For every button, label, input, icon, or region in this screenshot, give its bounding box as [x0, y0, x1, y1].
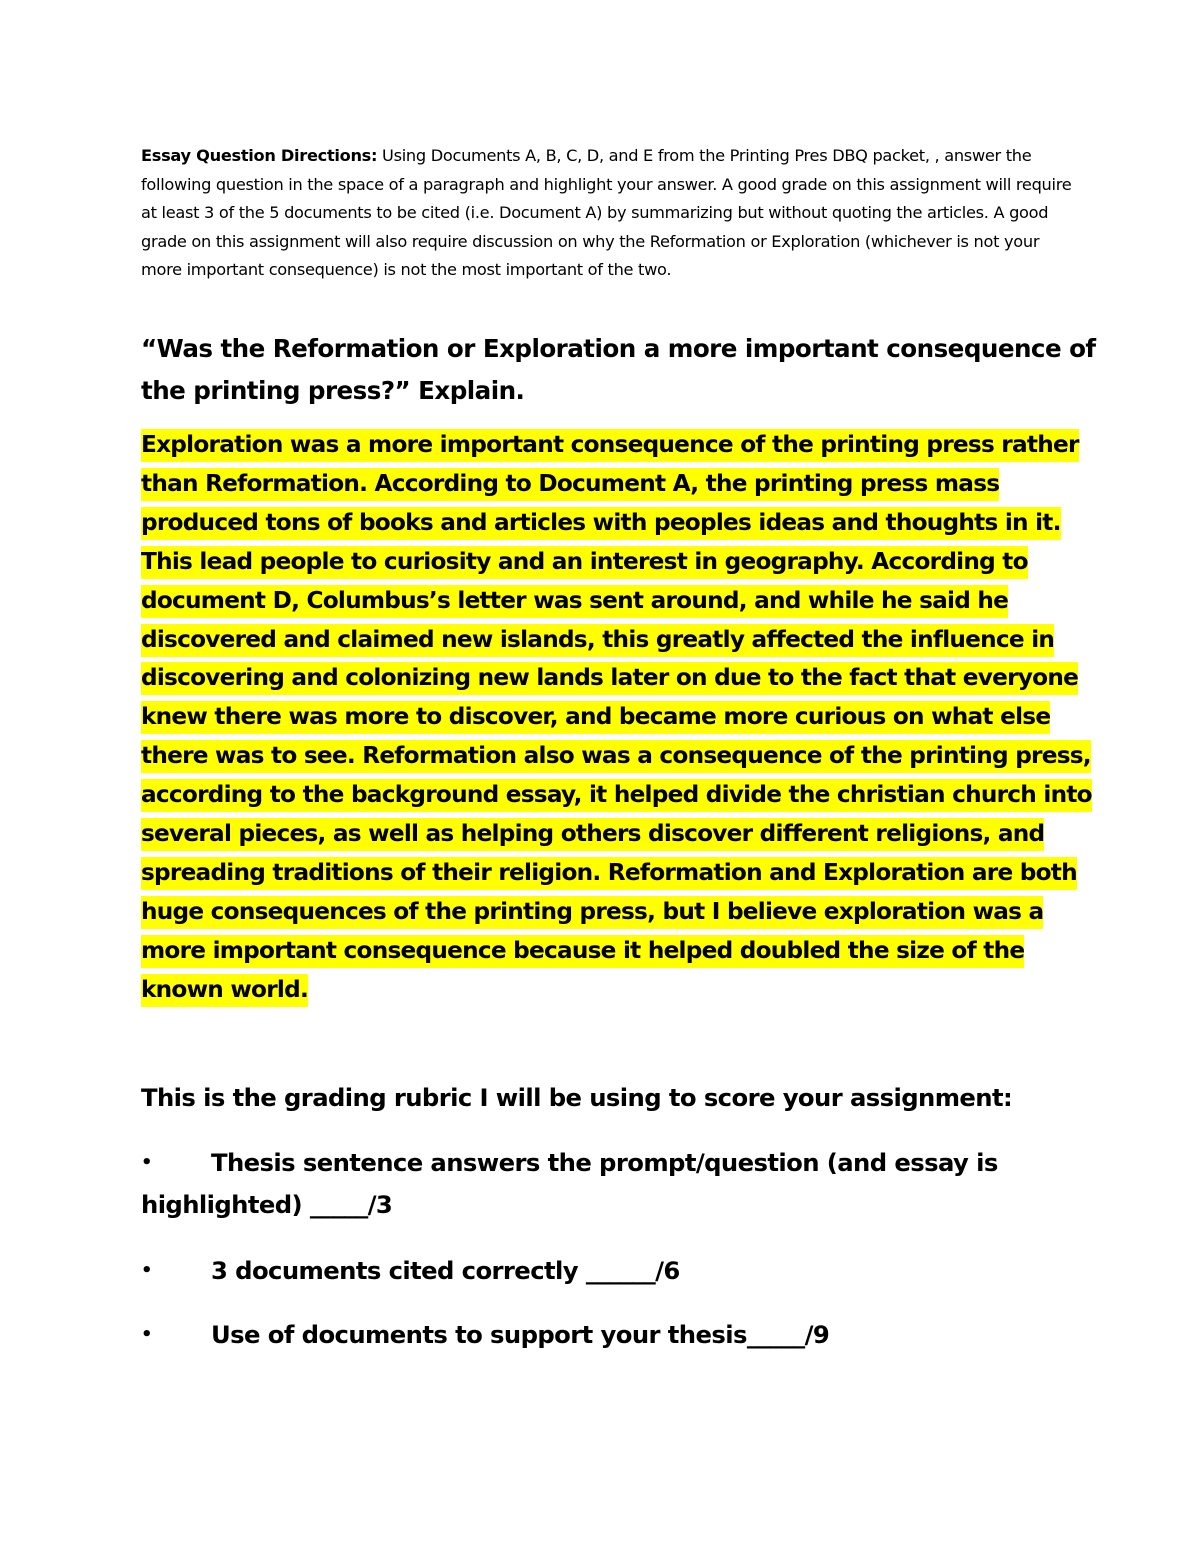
- rubric-item-documents-cited: [141, 1250, 1101, 1292]
- rubric-item-thesis: [141, 1142, 1101, 1226]
- rubric-item-text: 3 documents cited correctly ______/6: [211, 1256, 680, 1285]
- rubric-item-use-of-documents: [141, 1314, 1101, 1356]
- rubric-item-text: Use of documents to support your thesis_____/9: [211, 1320, 830, 1349]
- bullet-icon: •: [141, 1324, 152, 1345]
- rubric-item-text: Thesis sentence answers the prompt/question (and essay is highlighted) _____/3: [141, 1148, 998, 1219]
- rubric-title: This is the grading rubric I will be using to score your assignment:: [141, 1083, 1013, 1112]
- essay-question: “Was the Reformation or Exploration a more important consequence of the printing press?” Explain.: [141, 334, 1096, 405]
- bullet-icon: •: [141, 1152, 152, 1173]
- bullet-icon: •: [141, 1260, 152, 1281]
- directions-label: Essay Question Directions:: [141, 146, 378, 165]
- essay-directions: [141, 142, 1076, 285]
- essay-answer: [141, 426, 1101, 1010]
- highlighted-answer-text: Exploration was a more important consequence of the printing press rather than Reformation. According to Document A, the printing press mass produced tons of books and articles with peoples ideas and thoughts in it. This lead people to curiosity and an interest in geography. According to document D, Columbus’s letter was sent around, and while he said he discovered and claimed new islands, this greatly affected the influence in discovering and colonizing new lands later on due to the fact that everyone knew there was more to discover, and became more curious on what else there was to see. Reformation also was a consequence of the printing press, according to the background essay, it helped divide the christian church into several pieces, as well as helping others discover different religions, and spreading traditions of their religion. Reformation and Exploration are both huge consequences of the printing press, but I believe exploration was a more important consequence because it helped doubled the size of the known world.: [141, 429, 1092, 1007]
- directions-text: Using Documents A, B, C, D, and E from the Printing Pres DBQ packet, , answer the following question in the space of a paragraph and highlight your answer. A good grade on this assignment will require at least 3 of the 5 documents to be cited (i.e. Document A) by summarizing but without quoting the articles. A good grade on this assignment will also require discussion on why the Reformation or Exploration (whichever is not your more important consequence) is not the most important of the two.: [141, 146, 1072, 279]
